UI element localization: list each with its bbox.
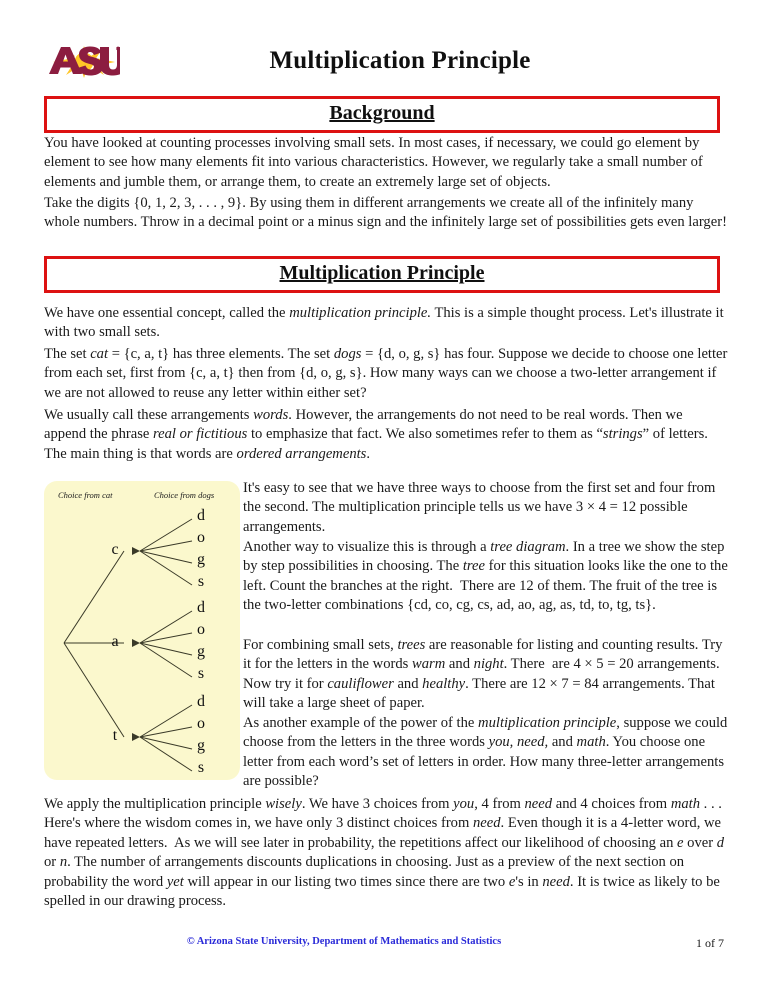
section-heading-background bbox=[44, 96, 720, 133]
footer-page-number: 1 of 7 bbox=[696, 936, 724, 950]
term-multiplication-principle: multiplication principle. bbox=[289, 305, 432, 321]
footer-copyright: © Arizona State University, Department of Mathematics and Statistics bbox=[186, 936, 502, 947]
tree-label-left: Choice from cat bbox=[58, 490, 113, 500]
term-strings: strings bbox=[602, 426, 643, 443]
tree-leaf-cd: d bbox=[197, 507, 205, 524]
paragraph-right-1: It's easy to see that we have three ways to choose from the first set and four from the second. The multiplication principle tells us we have 3 × 4 = 12 possible arrangements. bbox=[243, 480, 716, 535]
tree-diagram bbox=[44, 481, 240, 780]
term-ordered-arrangements: ordered arrangements bbox=[236, 445, 367, 462]
tree-leaf-to: o bbox=[197, 715, 205, 732]
term-cat: cat bbox=[90, 346, 109, 362]
term-n: n bbox=[59, 854, 68, 871]
tree-leaf-cs: s bbox=[197, 573, 205, 590]
tree-leaf-cg: g bbox=[197, 551, 205, 568]
term-need: need bbox=[524, 796, 553, 812]
paragraph-mp-2: The set cat = {c, a, t} has three elements. The set dogs = {d, o, g, s} has four. Suppose we decide to choose one letter from each set, first from {c, a, t} then from {d, o, g, s}. How many ways can we choose a two-letter arrangement if we are not allowed to reuse any letter within either set? bbox=[44, 346, 728, 401]
asu-logo-icon bbox=[48, 44, 120, 78]
section-heading-background-label: Background bbox=[329, 102, 435, 124]
term-wisely: wisely bbox=[265, 796, 302, 812]
tree-leaf-ts: s bbox=[197, 759, 205, 776]
tree-node-a: a bbox=[111, 633, 119, 650]
tree-leaf-ao: o bbox=[197, 621, 205, 638]
term-trees: trees bbox=[397, 637, 426, 653]
paragraph-right-3: For combining small sets, trees are reasonable for listing and counting results. Try it for the letters in the words warm and night. There are 4 × 5 = 20 arrangements. Now try it for cauliflower and healthy. There are 12 × 7 = 84 arrangements. That will take a large sheet of paper. bbox=[243, 637, 724, 712]
paragraph-mp-1: We have one essential concept, called the multiplication principle. This is a simple thought process. Let's illustrate it with two small sets. bbox=[44, 305, 724, 341]
page-title: Multiplication Principle bbox=[269, 47, 531, 74]
term-you-2: you bbox=[453, 796, 475, 812]
section-heading-multiplication-principle-label: Multiplication Principle bbox=[279, 262, 485, 284]
tree-label-right: Choice from dogs bbox=[154, 490, 215, 500]
term-yet: yet bbox=[166, 873, 184, 890]
tree-leaf-td: d bbox=[197, 693, 205, 710]
tree-leaf-as: s bbox=[197, 665, 205, 682]
term-you: you, need, bbox=[488, 734, 549, 751]
tree-leaf-tg: g bbox=[197, 737, 205, 754]
term-tree-diagram: tree diagram bbox=[490, 539, 566, 555]
section-heading-multiplication-principle bbox=[44, 256, 720, 293]
tree-leaf-ad: d bbox=[197, 599, 205, 616]
term-d: d bbox=[716, 834, 725, 851]
tree-label-left-italic: cat bbox=[102, 490, 113, 500]
term-words: words bbox=[253, 407, 289, 423]
term-math: math bbox=[576, 734, 606, 751]
term-need-3: need bbox=[542, 873, 570, 890]
paragraph-background-2: Take the digits {0, 1, 2, 3, . . . , 9}. By using them in different arrangements we create all of the infinitely many whole numbers. Throw in a decimal point or a minus sign and the infinitely large set of possibilities gets even larger! bbox=[44, 195, 727, 231]
term-night: night bbox=[473, 656, 504, 673]
term-math-2: math bbox=[670, 796, 700, 812]
term-warm: warm bbox=[412, 656, 446, 673]
term-multiplication-principle-2: multiplication principle bbox=[478, 715, 617, 731]
paragraph-mp-3: We usually call these arrangements words. However, the arrangements do not need to be real words. Then we append the phrase real or fictitious to emphasize that fact. We also sometimes refer to them as “strings” of letters. The main thing is that words are ordered arrangements. bbox=[44, 407, 708, 462]
paragraph-right-2: Another way to visualize this is through a tree diagram. In a tree we show the step by step possibilities in choosing. The tree for this situation looks like the one to the left. Count the branches at the right. There are 12 of them. The fruit of the tree is the two-letter combinations {cd, co, cg, cs, ad, ao, ag, as, td, to, tg, ts}. bbox=[243, 539, 728, 614]
term-healthy: healthy bbox=[422, 675, 466, 692]
term-e-2: e bbox=[508, 873, 516, 890]
tree-node-t: t bbox=[112, 727, 118, 744]
tree-leaf-co: o bbox=[197, 529, 205, 546]
tree-label-right-italic: dogs bbox=[198, 490, 215, 500]
tree-diagram-branches bbox=[44, 481, 240, 780]
term-cauliflower: cauliflower bbox=[327, 675, 394, 692]
term-tree: tree bbox=[462, 558, 486, 575]
term-e: e bbox=[677, 834, 684, 851]
page-header bbox=[0, 0, 768, 92]
term-dogs: dogs bbox=[333, 346, 362, 362]
paragraph-closing: We apply the multiplication principle wisely. We have 3 choices from you, 4 from need and 4 choices from math . . . Here's where the wisdom comes in, we have only 3 distinct choices from need. Even though it is a 4-letter word, we have repeated letters. As we will see later in probability, the repetitions affect our likelihood of choosing an e over d or n. The number of arrangements discounts duplications in choosing. Just as a preview of the next section on probability the word yet will appear in our listing two times since there are two e's in need. It is twice as likely to be spelled in our drawing process. bbox=[44, 796, 725, 910]
tree-node-c: c bbox=[111, 541, 119, 558]
paragraph-right-4: As another example of the power of the multiplication principle, suppose we could choose from the letters in the three words you, need, and math. You choose one letter from each word’s set of letters in order. How many three-letter arrangements are possible? bbox=[243, 715, 728, 790]
paragraph-background-1: You have looked at counting processes involving small sets. In most cases, if necessary, we could go element by element to see how many elements fit into various characteristics. However, we regularly take a small number of elements and jumble them, or arrange them, to create an extremely large set of objects. bbox=[44, 135, 703, 190]
term-real-or-fictitious: real or fictitious bbox=[153, 426, 248, 443]
tree-leaf-ag: g bbox=[197, 643, 205, 660]
term-need-2: need bbox=[472, 815, 501, 832]
